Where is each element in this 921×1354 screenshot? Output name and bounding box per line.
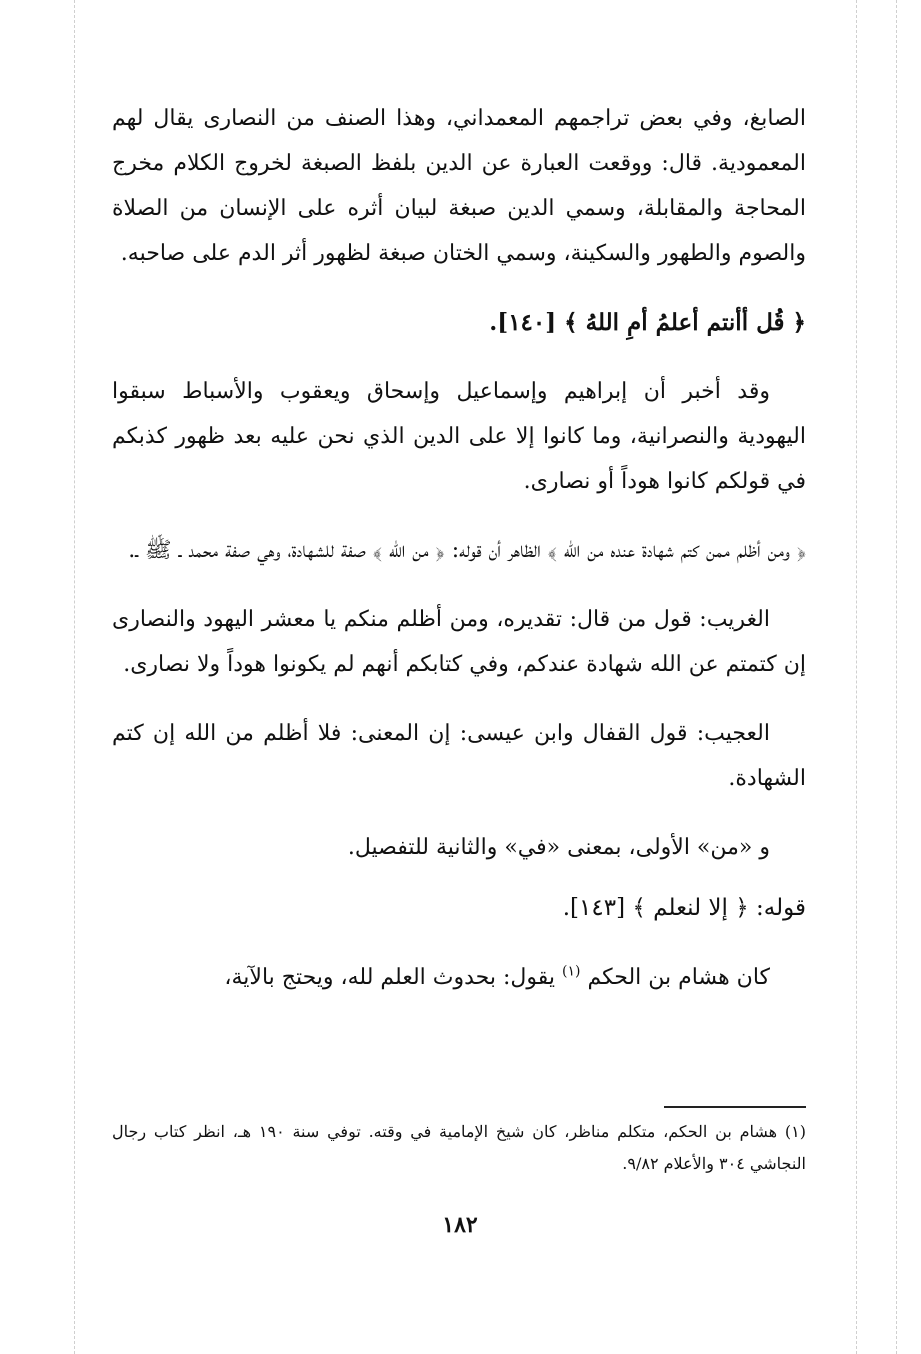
quran-verse: ﴿ قُل أأنتم أعلمُ أمِ اللهُ ﴾ [١٤٠]. xyxy=(489,309,806,336)
paragraph-text: يقول: بحدوث العلم لله، ويحتج بالآية، xyxy=(224,965,555,990)
paragraph: العجيب: قول القفال وابن عيسى: إن المعنى: فلا أظلم من الله إن كتم الشهادة. xyxy=(112,721,806,791)
paragraph: الغريب: قول من قال: تقديره، ومن أظلم منكم يا معشر اليهود والنصارى إن كتمتم عن الله شهادة عندكم، وفي كتابكم أنهم لم يكونوا هوداً ولا نصارى. xyxy=(112,607,806,677)
scan-guide-line xyxy=(74,0,75,1354)
paragraph: الصابغ، وفي بعض تراجمهم المعمداني، وهذا الصنف من النصارى يقال لهم المعمودية. قال: ووقعت العبارة عن الدين بلفظ الصبغة لخروج الكلام مخرج المحاجة والمقابلة، وسمي الدين صبغة لبيان أثره على الإنسان من الصلاة والصوم والطهور والسكينة، وسمي الختان صبغة لظهور أثر الدم على صاحبه. xyxy=(112,106,806,266)
page-number: ١٨٢ xyxy=(442,1212,478,1238)
paragraph xyxy=(112,955,806,1000)
paragraph: و «من» الأولى، بمعنى «في» والثانية للتفصيل. xyxy=(347,835,770,860)
paragraph: ﴿ ومن أظلم ممن كتم شهادة عنده من الله ﴾ الظاهر أن قوله: ﴿ من الله ﴾ صفة للشهادة، وهي صفة محمد ـ ﷺ ـ. xyxy=(128,538,806,563)
scan-guide-line xyxy=(856,0,857,1354)
scan-guide-line xyxy=(896,0,897,1354)
footnotes xyxy=(112,1116,806,1180)
footnote-reference: (١) xyxy=(561,963,581,980)
paragraph-text: كان هشام بن الحكم xyxy=(587,965,770,990)
paragraph: وقد أخبر أن إبراهيم وإسماعيل وإسحاق ويعقوب والأسباط سبقوا اليهودية والنصرانية، وما كانوا إلا على الدين الذي نحن عليه بعد ظهور كذبكم في قولكم كانوا هوداً أو نصارى. xyxy=(112,379,806,494)
main-text xyxy=(112,96,806,1000)
footnote: (١) هشام بن الحكم، متكلم مناظر، كان شيخ الإمامية في وقته. توفي سنة ١٩٠ هـ، انظر كتاب رجال النجاشي ٣٠٤ والأعلام ٩/٨٢. xyxy=(112,1122,807,1173)
footnote-divider xyxy=(664,1106,806,1108)
quran-verse: قوله: ﴿ إلا لنعلم ﴾ [١٤٣]. xyxy=(562,895,806,921)
